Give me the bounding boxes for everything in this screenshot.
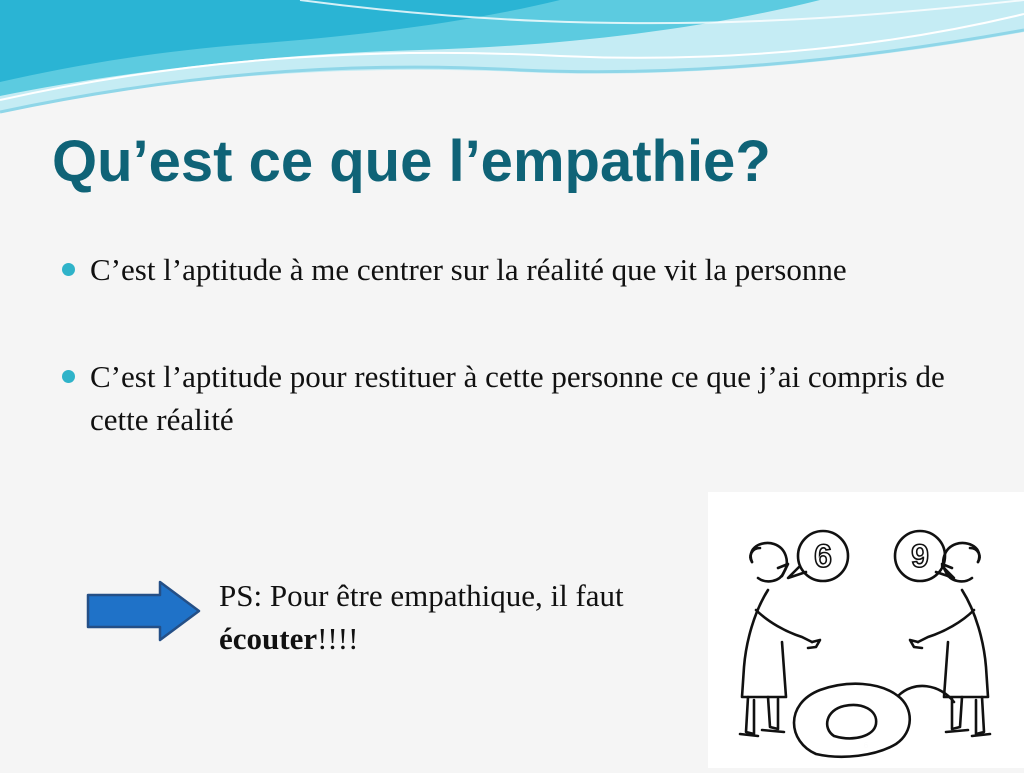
right-arrow-icon	[86, 580, 202, 642]
bullet-item	[62, 355, 962, 441]
bubble-digit-right: 9	[911, 538, 929, 574]
header-wave-decoration	[0, 0, 1024, 130]
slide-title: Qu’est ce que l’empathie?	[52, 129, 771, 194]
floor-digit-label	[864, 741, 869, 750]
bullet-text: C’est l’aptitude à me centrer sur la réalité que vit la personne	[90, 252, 847, 287]
ps-note-exclamation: !!!!	[317, 621, 359, 656]
bullet-dot-icon	[62, 263, 75, 276]
bullet-dot-icon	[62, 370, 75, 383]
bubble-digit-left: 6	[814, 538, 832, 574]
people-arguing-drawing	[708, 492, 1024, 768]
bullet-list	[62, 248, 962, 441]
six-or-nine-illustration	[708, 492, 1024, 768]
ps-note-emphasis: écouter	[219, 621, 318, 656]
ps-note	[219, 574, 719, 660]
ps-note-text: PS: Pour être empathique, il faut	[219, 578, 624, 613]
bullet-item	[62, 248, 962, 291]
bullet-text: C’est l’aptitude pour restituer à cette personne ce que j’ai compris de cette réalité	[90, 359, 945, 437]
floor-digit-outline	[794, 684, 910, 757]
